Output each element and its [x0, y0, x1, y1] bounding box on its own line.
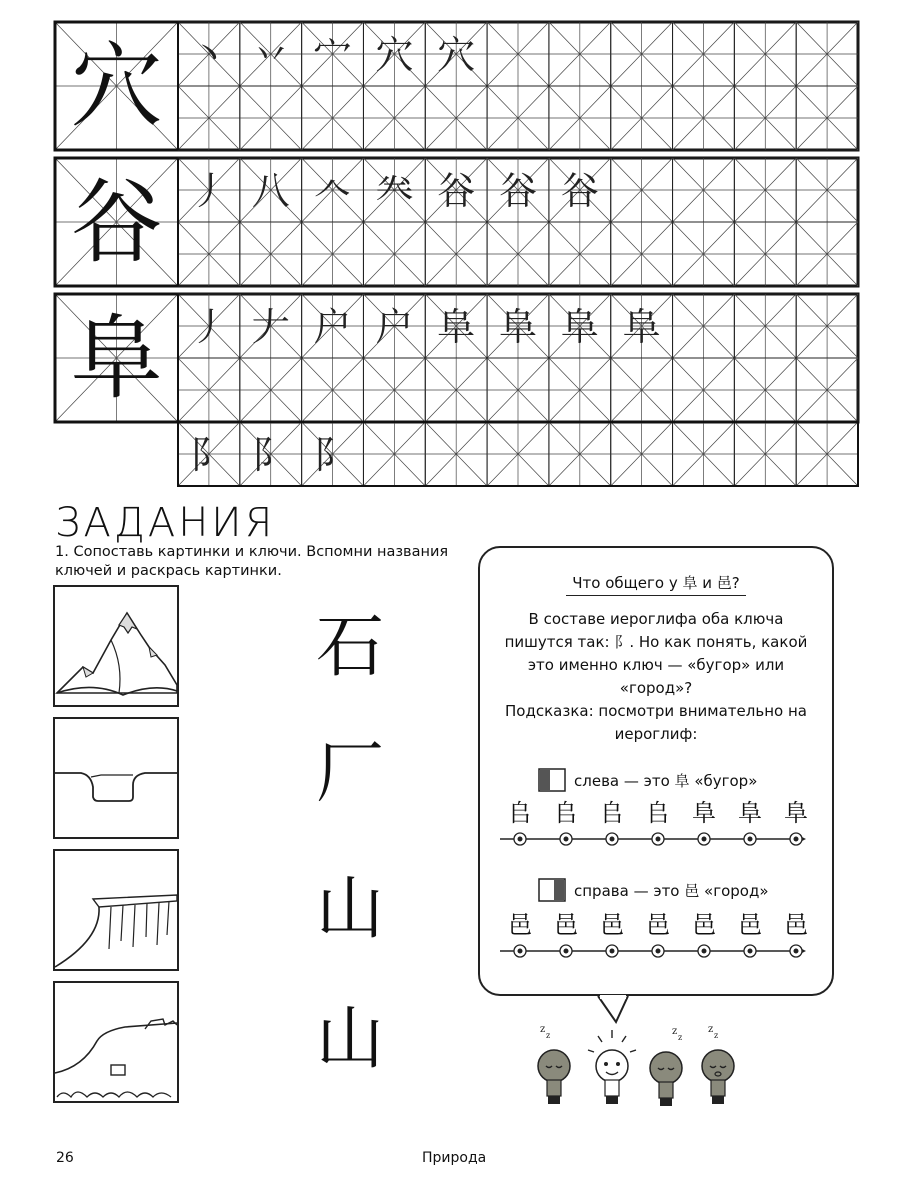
hint-bubble — [478, 546, 834, 996]
left-glyph: 𠂤 — [508, 799, 532, 827]
picture-cave — [53, 717, 179, 839]
left-glyph: 阜 — [784, 799, 808, 827]
right-glyph: 邑 — [554, 911, 578, 939]
right-glyph: 邑 — [692, 911, 716, 939]
extra-stroke-step: 阝 — [313, 433, 352, 477]
stroke-step: 𠂇 — [251, 305, 290, 349]
stroke-step: 穴 — [437, 33, 476, 77]
page-number: 26 — [56, 1150, 74, 1166]
left-glyph: 𠂤 — [600, 799, 624, 827]
stroke-step: 穴 — [375, 33, 414, 77]
section-name: Природа — [422, 1150, 487, 1166]
stroke-step: 八 — [251, 169, 290, 213]
svg-text:z: z — [546, 1031, 551, 1040]
stroke-step: 丶 — [189, 33, 228, 77]
right-glyph: 邑 — [646, 911, 670, 939]
right-position-icon — [538, 878, 568, 904]
picture-cliff — [53, 849, 179, 971]
bubble-explanation: В составе иероглифа оба ключа пишутся так: 阝. Но как понять, какой это именно ключ — «бугор» или «город»? — [504, 610, 808, 697]
lightbulbs-illustration — [532, 1020, 752, 1112]
key-stone: 石 — [315, 608, 384, 687]
main-char-1: 穴 — [70, 33, 163, 140]
svg-text:z: z — [672, 1026, 678, 1037]
key-mountain: 山 — [315, 870, 384, 949]
stroke-step: 𠆢 — [313, 169, 352, 213]
right-glyph: 邑 — [600, 911, 624, 939]
tasks-title: ЗАДАНИЯ — [55, 500, 276, 546]
svg-text:z: z — [714, 1031, 719, 1040]
left-position-icon — [538, 768, 568, 794]
right-glyph: 邑 — [784, 911, 808, 939]
bubble-hint: Подсказка: посмотри внимательно на иероглиф: — [505, 702, 807, 743]
bubble-title: Что общего у 阜 и 邑? — [566, 574, 745, 596]
task-1-instruction: 1. Сопоставь картинки и ключи. Вспомни названия ключей и раскрась картинки. — [55, 544, 449, 579]
right-label: справа — это 邑 «город» — [574, 882, 769, 900]
left-glyph: 阜 — [692, 799, 716, 827]
stroke-step: 丿 — [189, 169, 228, 213]
left-glyph: 𠂤 — [554, 799, 578, 827]
left-glyph: 阜 — [738, 799, 762, 827]
left-glyph-row — [480, 798, 836, 838]
stroke-step: 谷 — [498, 169, 538, 213]
main-char-3: 阜 — [70, 305, 163, 412]
right-glyph: 邑 — [508, 911, 532, 939]
stroke-step: 谷 — [560, 169, 599, 213]
stroke-step: 谷 — [437, 169, 476, 213]
right-glyph: 邑 — [738, 911, 762, 939]
stroke-step: 𠔉 — [375, 169, 414, 213]
stroke-step: 户 — [375, 305, 414, 349]
stroke-step: 阜 — [437, 305, 476, 349]
stroke-step: 丷 — [251, 33, 290, 77]
stroke-step: 阜 — [622, 305, 661, 349]
svg-text:z: z — [678, 1033, 683, 1042]
picture-mountains — [53, 585, 179, 707]
left-glyph: 𠂤 — [646, 799, 670, 827]
stroke-step: 户 — [313, 305, 352, 349]
key-cliff: 厂 — [315, 734, 384, 813]
key-mountain-2: 山 — [315, 1000, 384, 1079]
stroke-step: 阜 — [498, 305, 538, 349]
picture-hill — [53, 981, 179, 1103]
stroke-step: 丿 — [189, 305, 228, 349]
extra-stroke-step: 阝 — [251, 433, 290, 477]
left-label: слева — это 阜 «бугор» — [574, 772, 758, 790]
svg-text:z: z — [708, 1024, 714, 1035]
right-glyph-row — [480, 910, 836, 950]
svg-text:z: z — [540, 1024, 546, 1035]
stroke-step: 阜 — [560, 305, 599, 349]
stroke-step: 宀 — [313, 33, 352, 77]
main-char-2: 谷 — [70, 169, 163, 276]
practice-grids — [0, 0, 900, 490]
extra-stroke-step: 阝 — [189, 433, 228, 477]
